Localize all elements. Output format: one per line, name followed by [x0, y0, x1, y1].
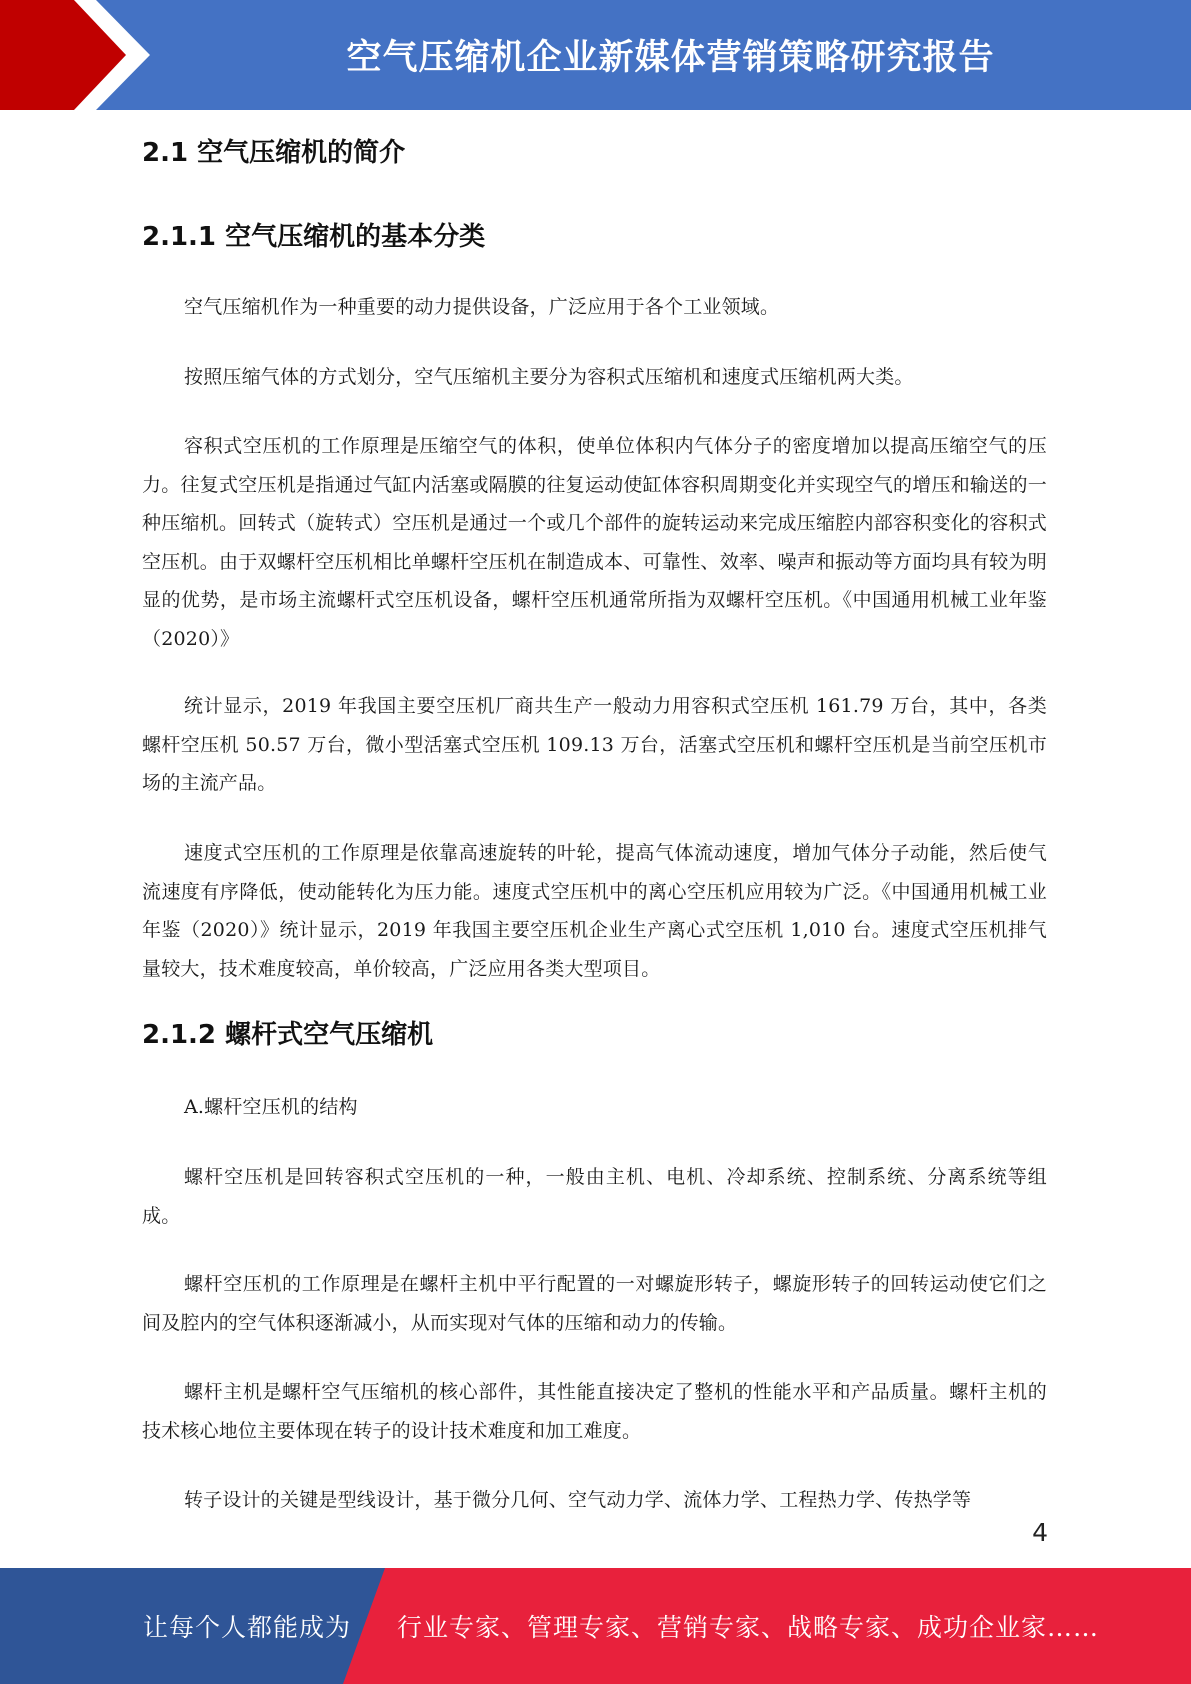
- paragraph: 按照压缩气体的方式划分，空气压缩机主要分为容积式压缩机和速度式压缩机两大类。: [184, 366, 914, 388]
- paragraph: 统计显示，2019 年我国主要空压机厂商共生产一般动力用容积式空压机 161.79 万台，其中，各类螺杆空压机 50.57 万台，微小型活塞式空压机 109.13 万台，活塞式空压机和螺杆空压机是当前空压机市场的主流产品。: [142, 695, 1047, 794]
- page-number: 4: [1032, 1518, 1048, 1547]
- paragraph: 容积式空压机的工作原理是压缩空气的体积，使单位体积内气体分子的密度增加以提高压缩空气的压力。往复式空压机是指通过气缸内活塞或隔膜的往复运动使缸体容积周期变化并实现空气的增压和输送的一种压缩机。回转式（旋转式）空压机是通过一个或几个部件的旋转运动来完成压缩腔内部容积变化的容积式空压机。由于双螺杆空压机相比单螺杆空压机在制造成本、可靠性、效率、噪声和振动等方面均具有较为明显的优势，是市场主流螺杆式空压机设备，螺杆空压机通常所指为双螺杆空压机。《中国通用机械工业年鉴（2020）》: [142, 435, 1047, 650]
- paragraph: 空气压缩机作为一种重要的动力提供设备，广泛应用于各个工业领域。: [184, 296, 780, 318]
- section-heading-2-1-2: 2.1.2 螺杆式空气压缩机: [142, 1020, 434, 1050]
- paragraph: 螺杆空压机的工作原理是在螺杆主机中平行配置的一对螺旋形转子，螺旋形转子的回转运动使它们之间及腔内的空气体积逐渐减小，从而实现对气体的压缩和动力的传输。: [142, 1273, 1047, 1334]
- paragraph: 转子设计的关键是型线设计，基于微分几何、空气动力学、流体力学、工程热力学、传热学等: [184, 1489, 972, 1511]
- paragraph: 速度式空压机的工作原理是依靠高速旋转的叶轮，提高气体流动速度，增加气体分子动能，然后使气流速度有序降低，使动能转化为压力能。速度式空压机中的离心空压机应用较为广泛。《中国通用机械工业年鉴（2020）》统计显示，2019 年我国主要空压机企业生产离心式空压机 1,010 台。速度式空压机排气量较大，技术难度较高，单价较高，广泛应用各类大型项目。: [142, 842, 1047, 980]
- paragraph: 螺杆空压机是回转容积式空压机的一种，一般由主机、电机、冷却系统、控制系统、分离系统等组成。: [142, 1166, 1047, 1227]
- paragraph: 螺杆主机是螺杆空气压缩机的核心部件，其性能直接决定了整机的性能水平和产品质量。螺杆主机的技术核心地位主要体现在转子的设计技术难度和加工难度。: [142, 1381, 1047, 1442]
- footer-slogan-left: 让每个人都能成为: [143, 1613, 352, 1642]
- footer-slogan-right: 行业专家、管理专家、营销专家、战略专家、成功企业家……: [397, 1613, 1100, 1642]
- section-heading-2-1-1: 2.1.1 空气压缩机的基本分类: [142, 222, 486, 252]
- section-heading-2-1: 2.1 空气压缩机的简介: [142, 138, 406, 168]
- paragraph: A.螺杆空压机的结构: [184, 1096, 358, 1118]
- page-footer: [0, 1568, 1191, 1684]
- page-header: [0, 0, 1191, 110]
- header-arrow-decoration: [0, 0, 170, 110]
- document-title: 空气压缩机企业新媒体营销策略研究报告: [346, 38, 995, 78]
